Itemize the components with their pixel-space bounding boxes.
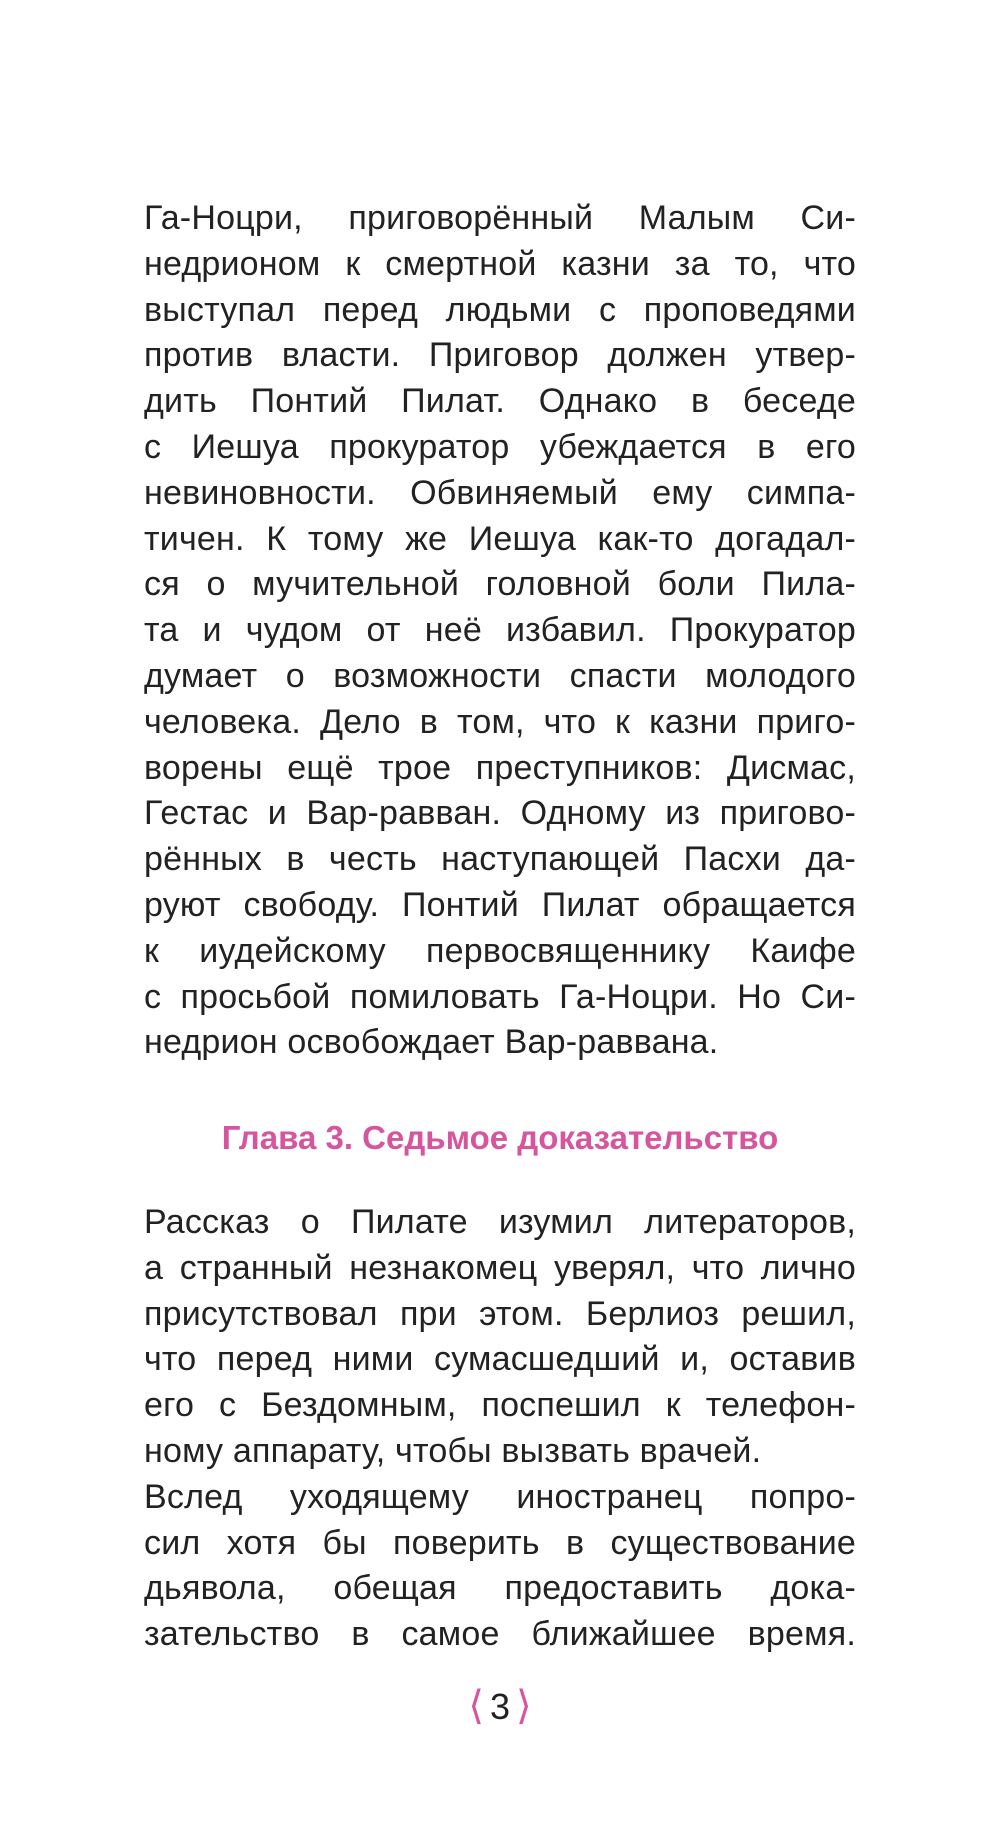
text-line: с просьбой помиловать Га-Ноцри. Но Си- (144, 977, 856, 1016)
text-line: ся о мучительной головной боли Пила- (144, 565, 856, 604)
text-line: Рассказ о Пилате изумил литераторов, (144, 1203, 856, 1241)
text-line: зательство в самое ближайшее время. (144, 1615, 856, 1654)
text-line: сил хотя бы поверить в существование (144, 1523, 856, 1562)
text-line: тичен. К тому же Иешуа как-то догадал- (144, 519, 856, 558)
text-line: дьявола, обещая предоставить дока- (144, 1569, 856, 1608)
chapter-heading: Глава 3. Седьмое доказательство (221, 1119, 779, 1156)
body-paragraph-2 (144, 1200, 856, 1658)
text-line: руют свободу. Понтий Пилат обращается (144, 885, 856, 924)
text-line: с Иешуа прокуратор убеждается в его (144, 427, 856, 466)
text-line: человека. Дело в том, что к казни приго- (144, 702, 856, 741)
text-line: к иудейскому первосвященнику Каифе (144, 931, 856, 970)
text-line: недрионом к смертной казни за то, что (144, 244, 856, 283)
text-line: недрион освобождает Вар-раввана. (144, 1023, 719, 1062)
text-line: Га-Ноцри, приговорённый Малым Си- (144, 199, 856, 237)
text-line: присутствовал при этом. Берлиоз решил, (144, 1294, 856, 1333)
text-line: против власти. Приговор должен утвер- (144, 336, 856, 375)
text-line: Гестас и Вар-равван. Одному из пригово- (144, 794, 856, 833)
text-line: а странный незнакомец уверял, что лично (144, 1248, 856, 1287)
text-line: невиновности. Обвиняемый ему симпа- (144, 473, 856, 512)
text-line: выступал перед людьми с проповедями (144, 290, 856, 329)
text-line: та и чудом от неё избавил. Прокуратор (144, 611, 856, 650)
text-line: его с Бездомным, поспешил к телефон- (144, 1386, 856, 1425)
text-line: Вслед уходящему иностранец попро- (144, 1477, 856, 1516)
right-angle-bracket-icon: ⟩ (516, 1684, 532, 1728)
text-line: рённых в честь наступающей Пасхи да- (144, 840, 856, 879)
text-line: дить Понтий Пилат. Однако в беседе (144, 382, 856, 421)
page-number-value: 3 (489, 1686, 511, 1727)
left-angle-bracket-icon: ⟨ (468, 1684, 484, 1728)
page-number (0, 1684, 1000, 1730)
text-line: ворены ещё трое преступников: Дисмас, (144, 748, 856, 787)
text-line: что перед ними сумасшедший и, оставив (144, 1340, 856, 1379)
text-line: ному аппарату, чтобы вызвать врачей. (144, 1431, 762, 1470)
body-paragraph-1 (144, 196, 856, 1066)
text-line: думает о возможности спасти молодого (144, 656, 856, 695)
